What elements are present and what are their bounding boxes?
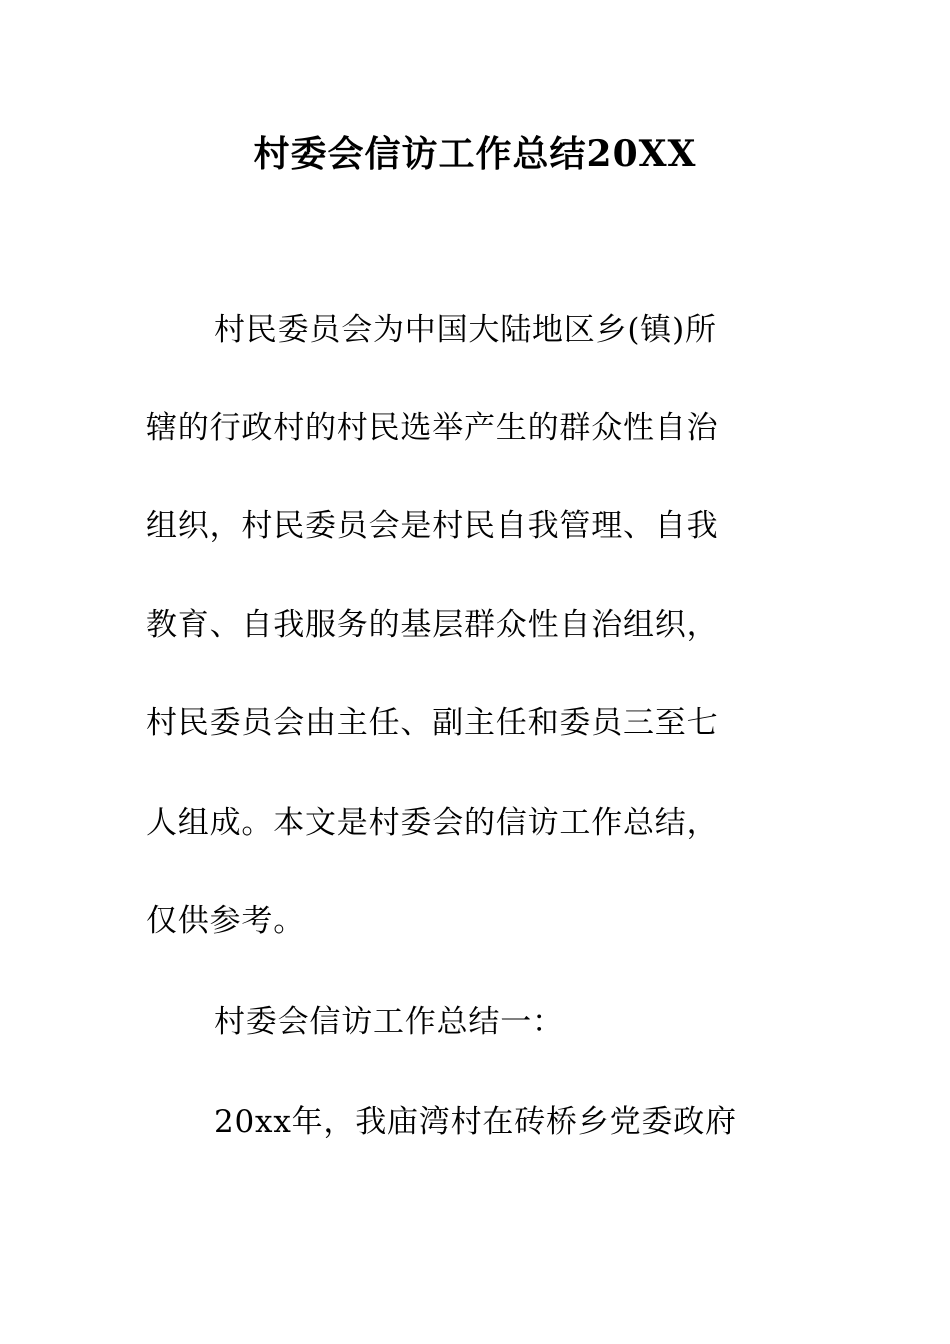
paragraph-line: 组织，村民委员会是村民自我管理、自我	[146, 508, 719, 544]
paragraph-line: 村民委员会由主任、副主任和委员三至七	[146, 705, 719, 741]
paragraph-line: 村民委员会为中国大陆地区乡(镇)所	[214, 312, 717, 348]
paragraph-line: 20xx年，我庙湾村在砖桥乡党委政府	[214, 1104, 737, 1140]
paragraph-line: 辖的行政村的村民选举产生的群众性自治	[146, 410, 719, 446]
paragraph-line: 人组成。本文是村委会的信访工作总结，	[146, 805, 719, 841]
paragraph-line: 仅供参考。	[146, 903, 305, 939]
paragraph-line: 教育、自我服务的基层群众性自治组织，	[146, 607, 719, 643]
section-heading: 村委会信访工作总结一：	[214, 1004, 564, 1040]
document-title: 村委会信访工作总结20XX	[253, 133, 697, 175]
